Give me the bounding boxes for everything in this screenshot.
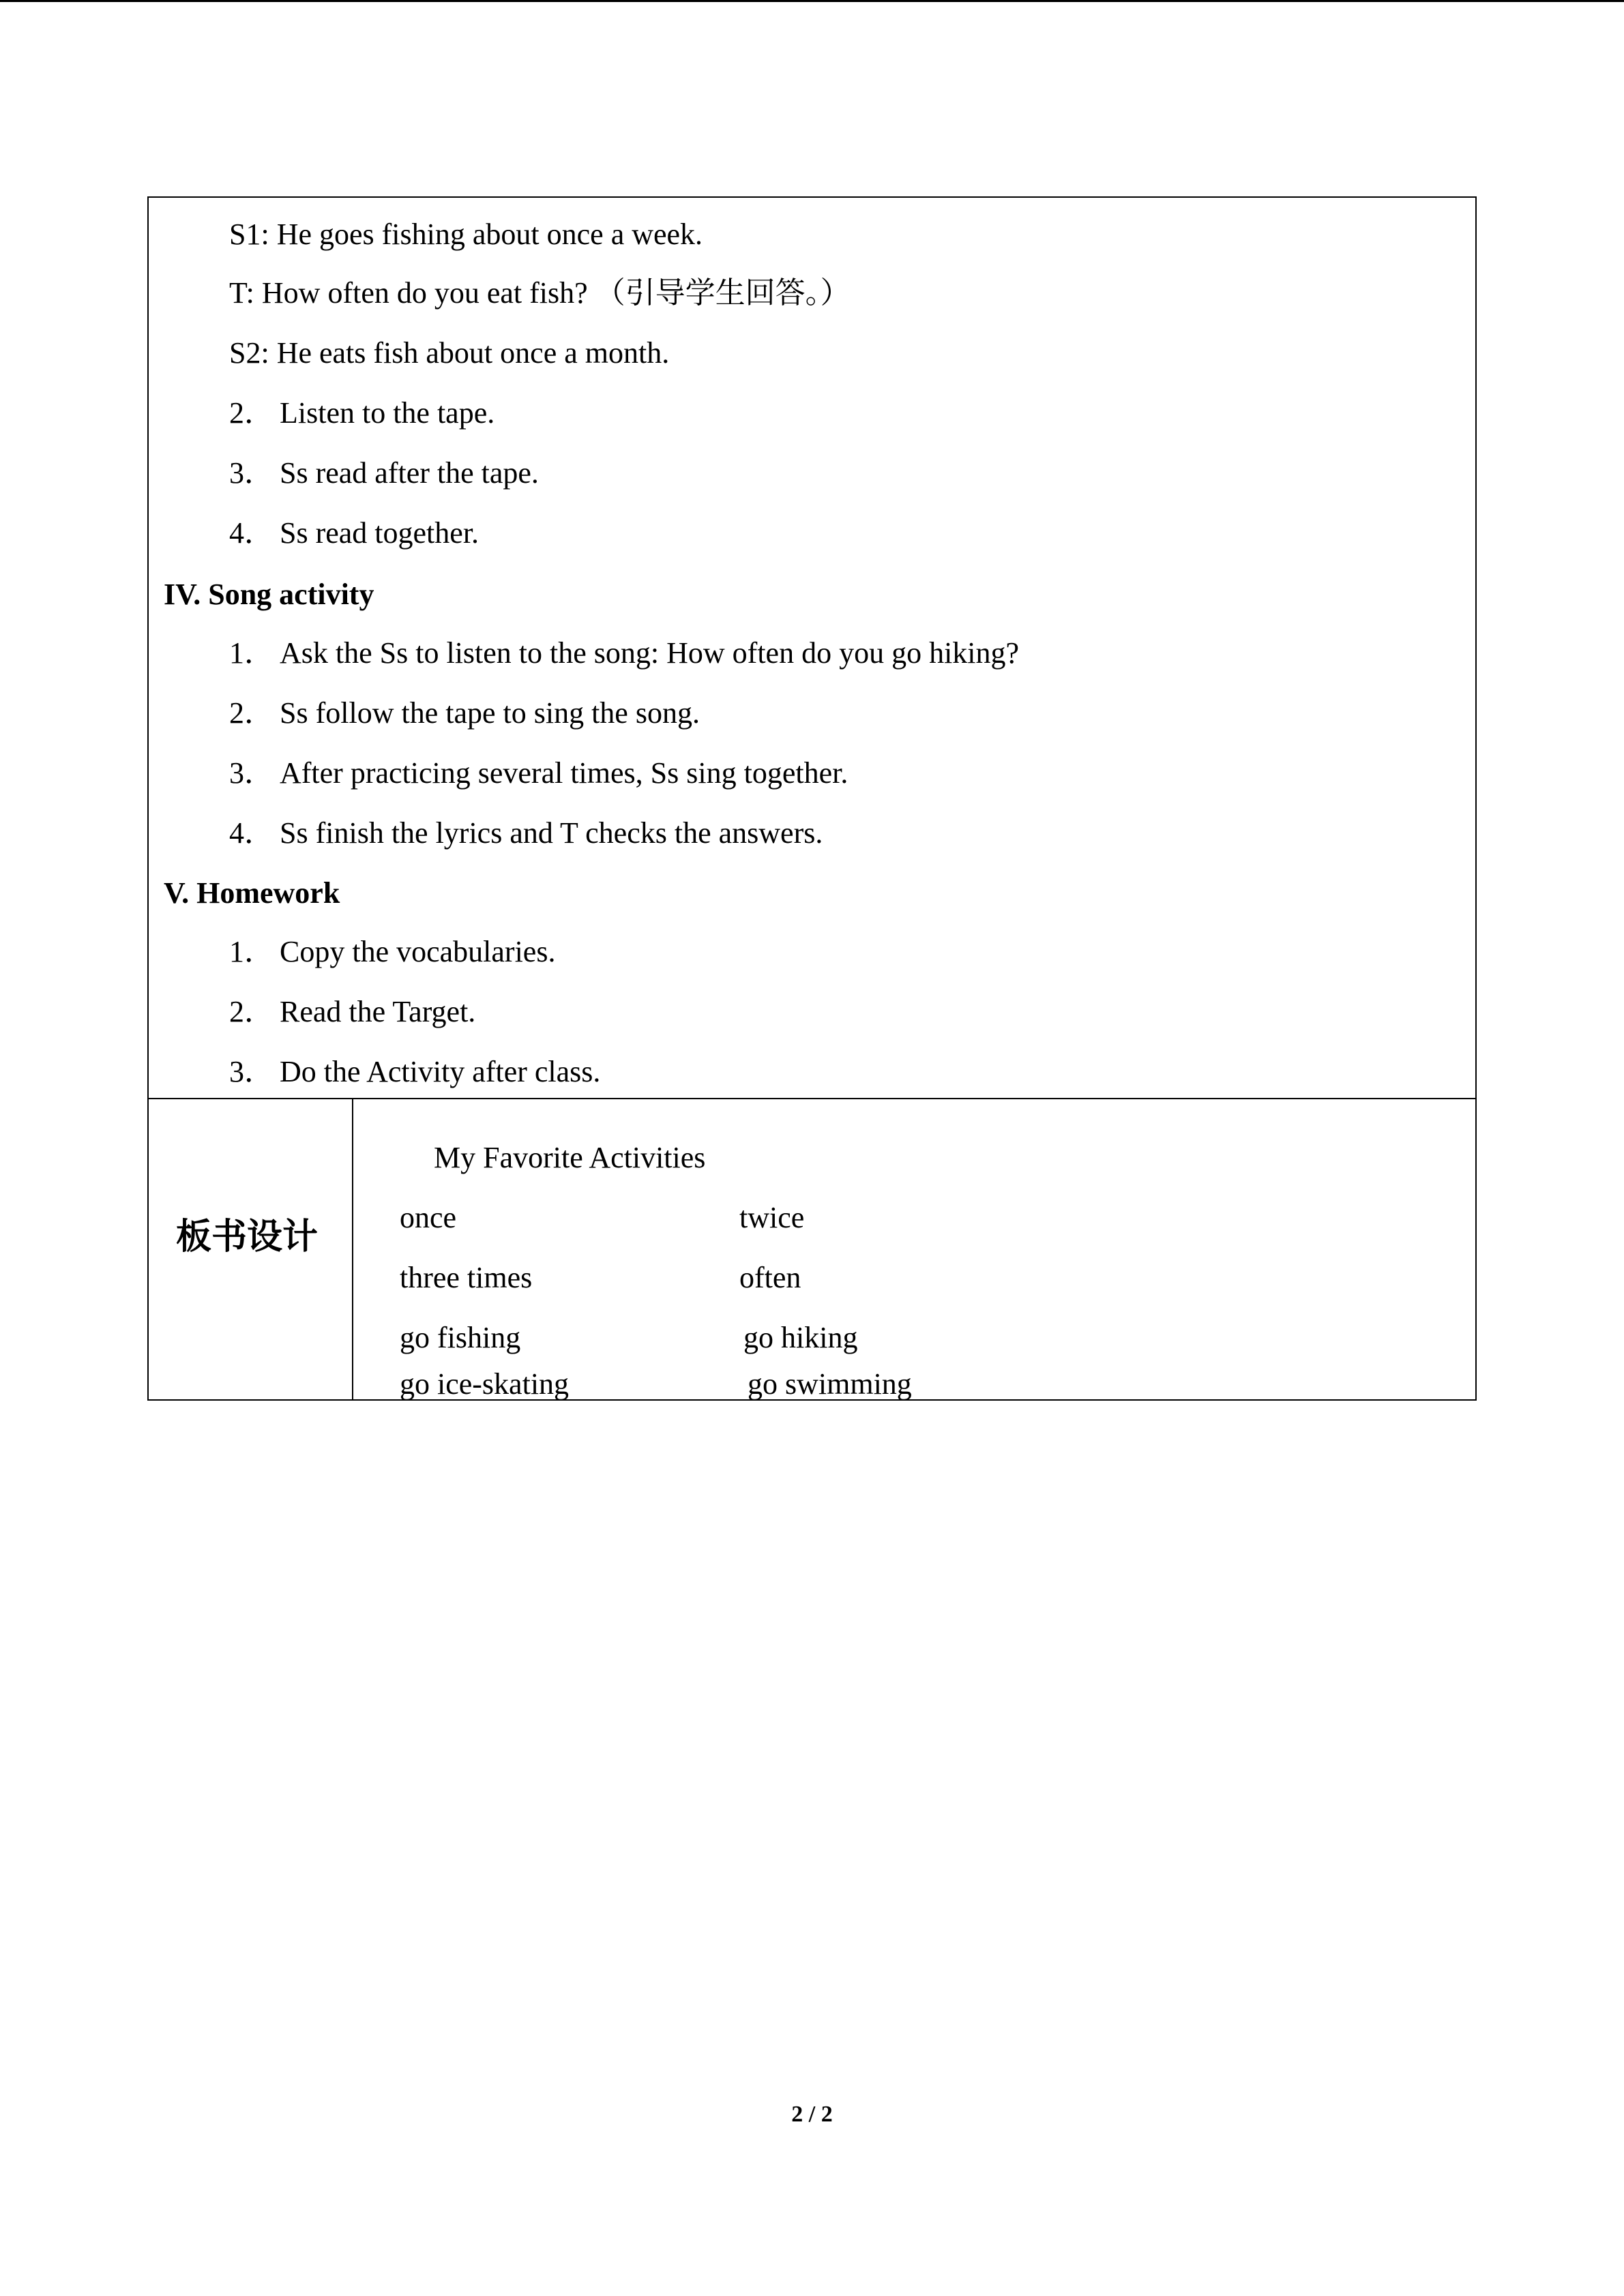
list-item — [229, 456, 539, 491]
step-text: Ss read together. — [280, 516, 479, 550]
step-number: 3． — [229, 756, 274, 790]
step-number: 4． — [229, 816, 274, 850]
dialogue-s2: S2: He eats fish about once a month. — [229, 336, 670, 370]
lesson-plan-table — [147, 196, 1477, 1401]
list-item — [229, 636, 1019, 671]
step-number: 1． — [229, 935, 274, 968]
step-number: 3． — [229, 1055, 274, 1088]
board-word: go fishing — [400, 1321, 521, 1354]
list-item — [229, 696, 700, 731]
step-text: Do the Activity after class. — [280, 1055, 601, 1088]
step-text: Listen to the tape. — [280, 396, 495, 430]
list-item — [229, 396, 494, 431]
board-word: go hiking — [743, 1321, 858, 1354]
list-item — [229, 756, 848, 791]
board-word: once — [400, 1201, 457, 1234]
dialogue-t: T: How often do you eat fish? （引导学生回答。） — [229, 276, 851, 310]
step-text: Ss read after the tape. — [280, 456, 539, 490]
step-text: After practicing several times, Ss sing together. — [280, 756, 848, 790]
dialogue-s1: S1: He goes fishing about once a week. — [229, 218, 703, 251]
section-heading-song-activity: IV. Song activity — [164, 578, 374, 611]
step-number: 2． — [229, 995, 274, 1028]
table-column-divider — [352, 1098, 353, 1401]
list-item — [229, 816, 823, 851]
board-design-label: 板书设计 — [176, 1217, 319, 1257]
section-heading-homework: V. Homework — [164, 876, 340, 910]
step-text: Read the Target. — [280, 995, 476, 1028]
step-number: 2． — [229, 696, 274, 730]
step-text: Copy the vocabularies. — [280, 935, 556, 968]
table-row-divider — [149, 1098, 1475, 1099]
board-word: three times — [400, 1261, 533, 1294]
step-text: Ask the Ss to listen to the song: How often do you go hiking? — [280, 636, 1020, 670]
step-number: 4． — [229, 516, 274, 550]
list-item — [229, 516, 479, 551]
board-word: go swimming — [748, 1367, 912, 1401]
list-item — [229, 934, 555, 970]
step-text: Ss finish the lyrics and T checks the answers. — [280, 816, 823, 850]
top-border-line — [0, 0, 1624, 2]
step-text: Ss follow the tape to sing the song. — [280, 696, 700, 730]
list-item — [229, 1054, 600, 1090]
step-number: 3． — [229, 456, 274, 490]
page-number: 2 / 2 — [791, 2102, 833, 2127]
board-word: twice — [739, 1201, 805, 1234]
step-number: 2． — [229, 396, 274, 430]
board-word: go ice-skating — [400, 1367, 570, 1401]
board-word: often — [739, 1261, 801, 1294]
step-number: 1． — [229, 636, 274, 670]
board-design-title: My Favorite Activities — [434, 1141, 706, 1174]
list-item — [229, 994, 475, 1030]
